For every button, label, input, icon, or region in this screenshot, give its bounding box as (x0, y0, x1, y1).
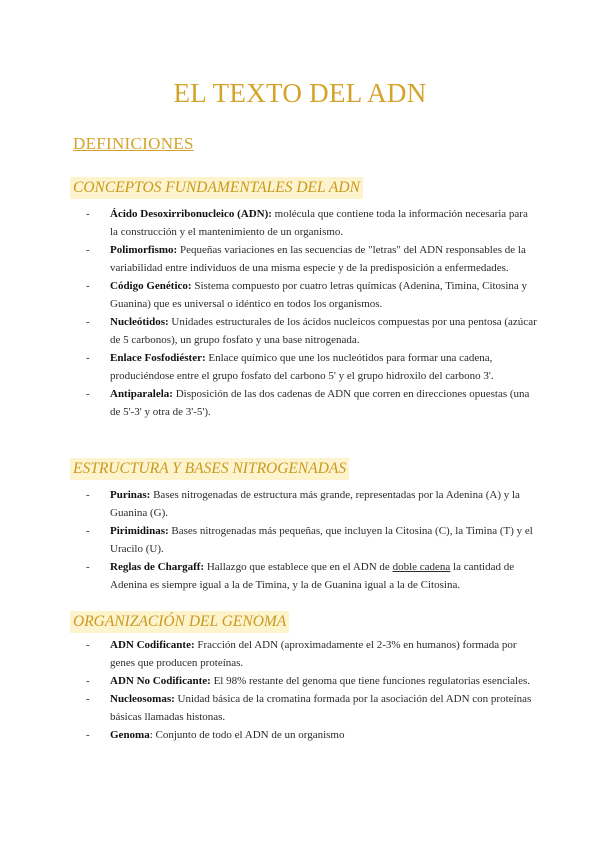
definition-term: Enlace Fosfodiéster: (110, 352, 206, 364)
bullet-dash: - (86, 489, 90, 501)
bullet-dash: - (86, 280, 90, 292)
definition-term: Purinas: (110, 489, 151, 501)
definition-text: Fracción del ADN (aproximadamente el 2-3% en humanos) formada por genes que producen proteínas. (110, 639, 517, 669)
definition-term: ADN Codificante: (110, 639, 195, 651)
definition-term: Polimorfismo: (110, 244, 178, 256)
list-item (86, 558, 538, 594)
subheading-estructura: ESTRUCTURA Y BASES NITROGENADAS (70, 458, 349, 480)
definition-text: Hallazgo que establece que en el ADN de (204, 561, 393, 573)
list-item (86, 205, 538, 241)
bullet-dash: - (86, 525, 90, 537)
subheading-conceptos: CONCEPTOS FUNDAMENTALES DEL ADN (70, 177, 363, 199)
definition-term: Ácido Desoxirribonucleico (ADN): (110, 208, 272, 220)
list-item (86, 277, 538, 313)
list-item (86, 690, 538, 726)
list-item (86, 241, 538, 277)
definition-text: la cantidad de Adenina es siempre igual a la de Timina, y la de Guanina igual a la de Citosina. (110, 561, 515, 591)
definition-term: Reglas de Chargaff: (110, 561, 205, 573)
bullet-dash: - (86, 352, 90, 364)
definition-term: Código Genético: (110, 280, 192, 292)
list-item (86, 313, 538, 349)
page-title: EL TEXTO DEL ADN (173, 78, 427, 108)
definition-term: Antiparalela: (110, 388, 173, 400)
bullet-dash: - (86, 693, 90, 705)
definition-text: Disposición de las dos cadenas de ADN que corren en direcciones opuestas (una de 5'-3' y otra de 3'-5'). (110, 388, 530, 418)
section-title: DEFINICIONES (73, 134, 194, 153)
definition-term: ADN No Codificante: (110, 675, 211, 687)
definition-text: Enlace químico que une los nucleótidos para formar una cadena, produciéndose entre el grupo fosfato del carbono 5' y el grupo hidroxilo del carbono 3'. (110, 352, 494, 382)
list-item (86, 349, 538, 385)
list-item (86, 636, 538, 672)
bullet-dash: - (86, 675, 90, 687)
definition-term: Nucleosomas: (110, 693, 175, 705)
list-estructura (86, 486, 538, 594)
list-item (86, 726, 538, 744)
list-organizacion (86, 636, 538, 744)
bullet-dash: - (86, 244, 90, 256)
list-item (86, 672, 538, 690)
definition-text: Pequeñas variaciones en las secuencias de "letras" del ADN responsables de la variabilidad entre individuos de una misma especie y de la predisposición a enfermedades. (110, 244, 526, 274)
definition-term: Pirimidinas: (110, 525, 169, 537)
definition-term: Nucleótidos: (110, 316, 169, 328)
definition-text: Unidad básica de la cromatina formada por la asociación del ADN con proteínas básicas llamadas histonas. (110, 693, 532, 723)
definition-text: El 98% restante del genoma que tiene funciones regulatorias esenciales. (210, 675, 531, 687)
definition-text: Bases nitrogenadas más pequeñas, que incluyen la Citosina (C), la Timina (T) y el Uracilo (U). (110, 525, 533, 555)
bullet-dash: - (86, 729, 90, 741)
bullet-dash: - (86, 639, 90, 651)
list-item (86, 486, 538, 522)
subheading-organizacion: ORGANIZACIÓN DEL GENOMA (70, 611, 289, 633)
bullet-dash: - (86, 316, 90, 328)
bullet-dash: - (86, 561, 90, 573)
definition-term: Genoma (110, 729, 150, 741)
definition-text: molécula que contiene toda la información necesaria para la construcción y el mantenimiento de un organismo. (110, 208, 528, 238)
list-conceptos (86, 205, 538, 421)
bullet-dash: - (86, 208, 90, 220)
definition-text: Sistema compuesto por cuatro letras químicas (Adenina, Timina, Citosina y Guanina) que es universal o idéntico en todos los organismos. (110, 280, 528, 310)
definition-text: Bases nitrogenadas de estructura más grande, representadas por la Adenina (A) y la Guanina (G). (110, 489, 520, 519)
list-item (86, 385, 538, 421)
bullet-dash: - (86, 388, 90, 400)
definition-text: : Conjunto de todo el ADN de un organismo (149, 729, 345, 741)
list-item (86, 522, 538, 558)
definition-text: Unidades estructurales de los ácidos nucleicos compuestas por una pentosa (azúcar de 5 carbonos), un grupo fosfato y una base nitrogenada. (110, 316, 537, 346)
definition-underlined: doble cadena (392, 561, 451, 573)
